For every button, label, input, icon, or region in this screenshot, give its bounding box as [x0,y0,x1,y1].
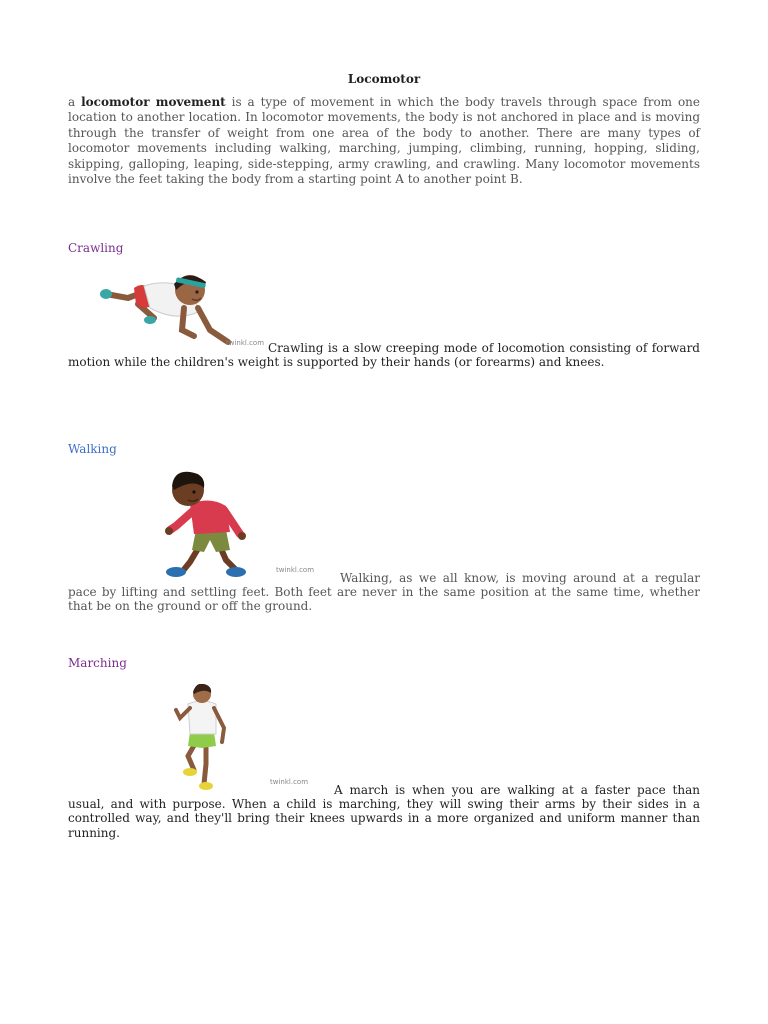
marching-description: A march is when you are walking at a faster pace than usual, and with purpose. When a child is marching, they will swing their arms by their sides in a controlled way, and they'll bring their knees upwards in a more organized and uniform manner than running. [68,783,700,840]
crawling-description: Crawling is a slow creeping mode of locomotion consisting of forward motion while the children's weight is supported by their hands (or forearms) and knees. [68,341,700,370]
intro-body: is a type of movement in which the body travels through space from one location to another location. In locomotor movements, the body is not anchored in place and is moving through the transfer of weight from one area of the body to another. There are many types of locomotor movements including walking, marching, jumping, climbing, running, hopping, sliding, skipping, galloping, leaping, side-stepping, army crawling, and crawling. Many locomotor movements involve the feet taking the body from a starting point A to another point B. [68,95,701,187]
crawling-child-illustration [98,268,268,350]
page-title: Locomotor [347,72,421,86]
intro-prefix: a [68,95,82,109]
crawling-image-watermark: twinkl.com [226,339,265,347]
walking-child-illustration [160,470,330,582]
marching-child-illustration [166,684,336,796]
section-heading-marching: Marching [68,656,127,670]
intro-term: locomotor movement [81,95,226,109]
marching-image-watermark: twinkl.com [270,778,309,786]
section-heading-crawling: Crawling [68,241,124,255]
section-text-crawling [68,341,700,369]
walking-description: Walking, as we all know, is moving around at a regular pace by lifting and settling feet. Both feet are never in the same position at the same time, whether that be on the ground or off the ground. [68,571,700,614]
intro-paragraph [68,95,700,187]
section-heading-walking: Walking [68,442,117,456]
walking-image-watermark: twinkl.com [276,566,315,574]
section-text-marching [68,783,700,840]
section-text-walking [68,571,700,614]
